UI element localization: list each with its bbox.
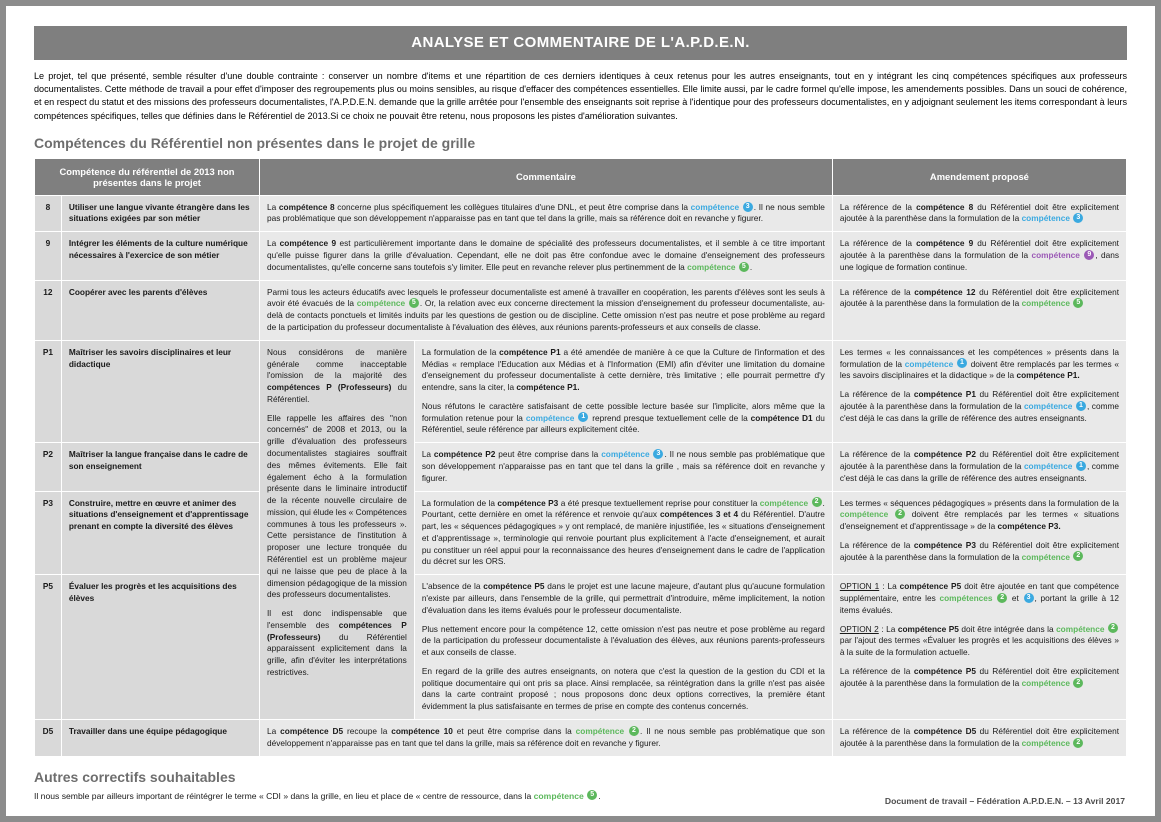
row-amendement: La référence de la compétence 8 du Référentiel doit être explicitement ajoutée à la parenthèse dans la formulation de la compétence 3 (832, 195, 1126, 232)
row-comment: La compétence 9 est particulièrement importante dans le domaine de spécialité des professeurs documentalistes, et il semble à ce titre important qu'elle puisse figurer dans la grille d'évaluation. Cependant, elle ne doit pas être confondue avec le domaine d'enseignement des professeurs documentalistes, qu'elle concerne sans toutefois s'y limiter. Elle peut en revanche relever plus pertinemment de la compétence 5 . (260, 232, 833, 280)
row-competence: Travailler dans une équipe pédagogique (61, 720, 259, 757)
autres-paragraph: Il nous semble par ailleurs important de réintégrer le terme « CDI » dans la grille, en lieu et place de « centre de ressource, dans la compétence 5 . (34, 790, 601, 801)
section-title: Compétences du Référentiel non présentes dans le projet de grille (34, 134, 476, 151)
table-row (35, 443, 1127, 491)
table-body (35, 195, 1127, 756)
row-amendement: La référence de la compétence 12 du Référentiel doit être explicitement ajoutée à la parenthèse dans la formulation de la compétence 5 (832, 280, 1126, 340)
row-comment: L'absence de la compétence P5 dans le projet est une lacune majeure, d'autant plus qu'aucune formulation n'existe par ailleurs, dans l'ensemble de la grille, qui permettrait d'introduire, même implicitement, la notion d'évaluation dans les items évalués pour le professeur documentaliste. Plus nettement encore pour la compétence 12, cette omission n'est pas neutre et pose problème au regard de la participation du professeur documentaliste à l'évaluation des élèves, aux réunions parents-professeurs et aux conseils de classe. En regard de la grille des autres enseignants, on notera que c'est la question de la gestion du CDI et la politique documentaire qui ont pris sa place. Ainsi remplacée, sa réintégration dans la grille n'est pas aisée dans la carte contraint proposé ; nous proposons donc deux options correctives, la première étant évidemment la plus satisfaisante en termes de prise en compte des contenus concernés. (414, 575, 832, 720)
row-comment: La formulation de la compétence P3 a été presque textuellement reprise pour constituer la compétence 2 . Pourtant, cette dernière en omet la référence et renvoie qu'aux compétences 3 et 4 du Référentiel. D'autre part, les « séquences pédagogiques » y ont remplacé, de manière injustifiée, les « situations d'enseignement et d'apprentissage », terminologie qui renvoie pourtant plus explicitement à l'acte d'enseignement, et aurait pu constituer un réel appui pour la reconnaissance des heures d'enseignement dans le cadre de l'application du décret sur les ORS. (414, 491, 832, 575)
row-amendement: OPTION 1 : La compétence P5 doit être ajoutée en tant que compétence supplémentaire, entre les compétences 2 et 3 , portant la grille à 12 items évalués. OPTION 2 : La compétence P5 doit être intégrée dans la compétence 2 par l'ajout des termes «Évaluer les progrès et les acquisitions des élèves » à la suite de la formulation actuelle. La référence de la compétence P5 du Référentiel doit être explicitement ajoutée à la parenthèse dans la formulation de la compétence 2 (832, 575, 1126, 720)
row-number: P2 (35, 443, 62, 491)
table-row (35, 232, 1127, 280)
row-amendement: La référence de la compétence P2 du Référentiel doit être explicitement ajoutée à la parenthèse dans la formulation de la compétence 1 , comme c'est déjà le cas dans la grille de référence des autres enseignants. (832, 443, 1126, 491)
row-comment: La formulation de la compétence P1 a été amendée de manière à ce que la Culture de l'information et des Médias « remplace l'Education aux Médias et à l'Information (EMI) afin d'éviter une limitation du domaine d'enseignement du professeur documentaliste à cette dernière, très limitative ; elle pourrait permettre d'y entendre, sans la citer, la compétence P1. Nous réfutons le caractère satisfaisant de cette possible lecture basée sur l'implicite, alors même que la formulation retenue pour la compétence 1 reprend presque textuellement celle de la compétence D1 du Référentiel, seule référence par ailleurs explicitement citée. (414, 340, 832, 442)
table-row (35, 195, 1127, 232)
row-comment: La compétence 8 concerne plus spécifiquement les collègues titulaires d'une DNL, et peut être comprise dans la compétence 3 . Il ne nous semble pas problématique que son développement n'apparaisse pas en tant que tel dans la grille, mais sa référence doit en revanche y figurer. (260, 195, 833, 232)
row-number: 8 (35, 195, 62, 232)
table-header-row (35, 158, 1127, 195)
section-title-autres: Autres correctifs souhaitables (34, 768, 236, 785)
row-number: P1 (35, 340, 62, 442)
row-number: P3 (35, 491, 62, 575)
row-number: 12 (35, 280, 62, 340)
row-comment: Parmi tous les acteurs éducatifs avec lesquels le professeur documentaliste est amené à travailler en coopération, les parents d'élèves sont les seuls à avoir été évacués de la compétence 5 . Or, la relation avec eux concerne directement la mission d'enseignement du professeur documentaliste, au-delà de contacts ponctuels et limités induits par les questions de gestion ou de discipline. Cette omission n'est pas neutre et pose problème au regard de la participation du professeur documentaliste à l'évaluation des élèves, aux réunions parents-professeurs et aux conseils de classe. (260, 280, 833, 340)
header-commentaire: Commentaire (260, 158, 833, 195)
page-inner (6, 6, 1155, 809)
merged-middle-note: Nous considérons de manière générale comme inacceptable l'omission de la majorité des compétences P (Professeurs) du Référentiel. Elle rappelle les affaires des "non concernés" de 2008 et 2013, ou la grille d'évaluation des professeurs documentalistes stagiaires souffrait des mêmes évitements. Elle fait également écho à la formulation présente dans le liminaire introductif de la récente nouvelle circulaire de mission, qui élude les « Compétences communes à tous les professeurs ». Cette persistance de l'institution à proposer une lecture tronquée du Référentiel est un problème majeur qui ne laisse que peu de place à la dimension pédagogique de la mission des professeurs documentalistes. Il est donc indispensable que l'ensemble des compétences P (Professeurs) du Référentiel apparaissent explicitement dans la grille, afin d'éviter les interprétations restrictives. (260, 340, 415, 719)
row-competence: Intégrer les éléments de la culture numérique nécessaires à l'exercice de son métier (61, 232, 259, 280)
document-banner-title: ANALYSE ET COMMENTAIRE DE L'A.P.D.E.N. (34, 26, 1127, 60)
intro-paragraph: Le projet, tel que présenté, semble résulter d'une double contrainte : conserver un nombre d'items et une répartition de ces derniers identiques à ceux retenus pour les autres enseignants, tout en y intégrant les cinq compétences spécifiques aux professeurs documentalistes. Cette méthode de travail a pour effet d'imposer des regroupements plus ou moins sensibles, au risque d'effacer des compétences essentielles. Elle limite aussi, par le cadre formel qu'elle impose, les amendements possibles. Dans un souci de cohérence, et en respect du statut et des missions des professeurs documentalistes, l'A.P.D.E.N. demande que la grille arrêtée pour l'ensemble des enseignants soit reprise à l'identique pour des professeurs documentalistes, en y adjoignant seulement les items correspondant à leurs compétences spécifiques, telles que définies dans le Référentiel de 2013.Si ce choix ne pouvait être retenu, nous proposons les pistes d'amélioration suivantes. (34, 71, 1127, 121)
row-competence: Utiliser une langue vivante étrangère dans les situations exigées par son métier (61, 195, 259, 232)
row-number: 9 (35, 232, 62, 280)
row-number: D5 (35, 720, 62, 757)
table-row (35, 720, 1127, 757)
table-row (35, 575, 1127, 720)
row-amendement: Les termes « les connaissances et les compétences » présents dans la formulation de la compétence 1 doivent être remplacés par les termes « les savoirs disciplinaires et la didactique » de la compétence P1. La référence de la compétence P1 du Référentiel doit être explicitement ajoutée à la parenthèse dans la formulation de la compétence 1 , comme c'est déjà le cas dans la grille de référence des autres enseignants. (832, 340, 1126, 442)
row-amendement: La référence de la compétence 9 du Référentiel doit être explicitement ajoutée à la parenthèse dans la formulation de la compétence 9 , dans une logique de formation continue. (832, 232, 1126, 280)
table-row (35, 280, 1127, 340)
document-footer: Document de travail – Fédération A.P.D.E.N. – 13 Avril 2017 (884, 796, 1125, 806)
row-competence: Évaluer les progrès et les acquisitions des élèves (61, 575, 259, 720)
row-comment: La compétence P2 peut être comprise dans la compétence 3 . Il ne nous semble pas problématique que son développement n'apparaisse pas en tant que tel dans la grille , mais sa référence doit en revanche y figurer. (414, 443, 832, 491)
row-competence: Maîtriser la langue française dans le cadre de son enseignement (61, 443, 259, 491)
row-competence: Coopérer avec les parents d'élèves (61, 280, 259, 340)
competences-table (34, 158, 1127, 757)
header-amendement: Amendement proposé (832, 158, 1126, 195)
row-comment: La compétence D5 recoupe la compétence 10 et peut être comprise dans la compétence 2 . Il ne nous semble pas problématique que son développement n'apparaisse pas en tant que tel dans la grille, mais sa référence doit en revanche y figurer. (260, 720, 833, 757)
row-amendement: La référence de la compétence D5 du Référentiel doit être explicitement ajoutée à la parenthèse dans la formulation de la compétence 2 (832, 720, 1126, 757)
table-row (35, 340, 1127, 442)
row-amendement: Les termes « séquences pédagogiques » présents dans la formulation de la compétence 2 doivent être remplacés par les termes « situations d'enseignement et d'apprentissage » de la compétence P3. La référence de la compétence P3 du Référentiel doit être explicitement ajoutée à la parenthèse dans la formulation de la compétence 2 (832, 491, 1126, 575)
row-number: P5 (35, 575, 62, 720)
row-competence: Construire, mettre en œuvre et animer des situations d'enseignement et d'apprentissage prenant en compte la diversité des élèves (61, 491, 259, 575)
header-competence: Compétence du référentiel de 2013 non présentes dans le projet (35, 158, 260, 195)
row-competence: Maîtriser les savoirs disciplinaires et leur didactique (61, 340, 259, 442)
table-row (35, 491, 1127, 575)
